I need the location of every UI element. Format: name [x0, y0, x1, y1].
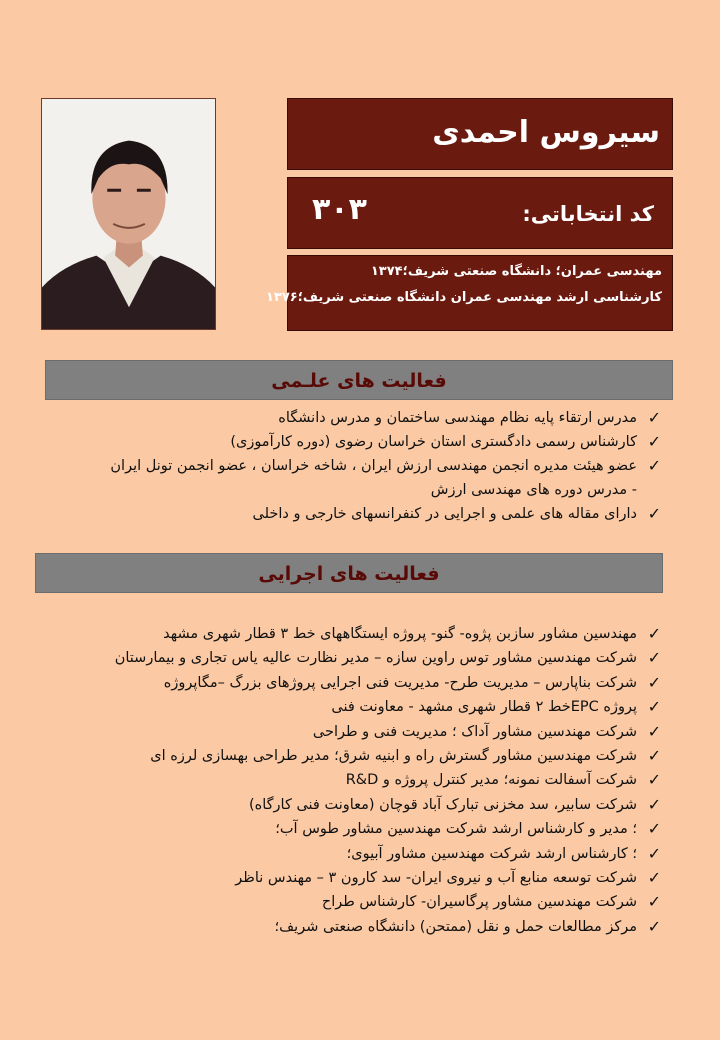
check-icon: ✓: [647, 648, 661, 668]
list-item-text: شرکت بناپارس – مدیریت طرح- مدیریت فنی اجرایی پروژهای بزرگ –مگاپروژه: [163, 674, 637, 691]
check-icon: ✓: [647, 819, 661, 839]
list-item-text: شرکت مهندسین مشاور گسترش راه و ابنیه شرق؛ مدیر طراحی بهسازی لرزه ای: [150, 748, 637, 765]
check-icon: ✓: [647, 672, 661, 692]
education-bachelor: مهندسی عمران؛ دانشگاه صنعتی شریف؛۱۳۷۴: [370, 264, 662, 279]
check-icon: ✓: [647, 721, 661, 741]
check-icon: ✓: [647, 794, 661, 814]
list-item-continuation: - مدرس دوره های مهندسی ارزش: [430, 482, 637, 498]
check-icon: ✓: [647, 892, 661, 912]
code-label: کد انتخاباتی:: [522, 202, 654, 226]
check-icon: ✓: [647, 504, 661, 523]
person-photo-icon: [42, 99, 215, 329]
code-box: [287, 177, 673, 249]
list-item: [45, 866, 665, 890]
list-item: [45, 890, 665, 914]
check-icon: ✓: [647, 916, 661, 936]
list-item-text: شرکت مهندسین مشاور پرگاسیران- کارشناس طراح: [321, 894, 637, 911]
executive-activities-list: [45, 622, 665, 939]
list-item-text: شرکت آسفالت نمونه؛ مدیر کنترل پروژه و R&D: [345, 772, 637, 789]
check-icon: ✓: [647, 770, 661, 790]
scientific-activities-header: فعالیت های علـمی: [45, 360, 673, 400]
list-item-text: عضو هیئت مدیره انجمن مهندسی ارزش ایران ، شاخه خراسان ، عضو انجمن تونل ایران: [110, 458, 637, 474]
list-item: [45, 842, 665, 866]
list-item: [45, 817, 665, 841]
list-item-text: شرکت مهندسین مشاور توس راوین سازه – مدیر نظارت عالیه یاس تجاری و بیمارستان: [114, 650, 637, 667]
list-item-text: شرکت مهندسین مشاور آداک ؛ مدیریت فنی و طراحی: [312, 723, 637, 740]
list-item-text: دارای مقاله های علمی و اجرایی در کنفرانسهای خارجی و داخلی: [252, 506, 637, 522]
list-item-text: ؛ مدیر و کارشناس ارشد شرکت مهندسین مشاور طوس آب؛: [275, 821, 637, 838]
scientific-activities-list: [45, 406, 665, 526]
list-item: [45, 720, 665, 744]
list-item-text: شرکت توسعه منابع آب و نیروی ایران- سد کارون ۳ – مهندس ناظر: [235, 870, 637, 887]
list-item: [45, 695, 665, 719]
list-item: [45, 768, 665, 792]
list-item: [45, 622, 665, 646]
candidate-name: سیروس احمدی: [432, 115, 660, 150]
list-item: [45, 744, 665, 768]
list-item: [45, 646, 665, 670]
list-item-text: شرکت سابیر، سد مخزنی تبارک آباد قوچان (معاونت فنی کارگاه): [248, 796, 637, 813]
list-item: [45, 454, 665, 502]
list-item: [45, 671, 665, 695]
check-icon: ✓: [647, 746, 661, 766]
list-item-text: مدرس ارتقاء پایه نظام مهندسی ساختمان و مدرس دانشگاه: [278, 410, 637, 426]
check-icon: ✓: [647, 697, 661, 717]
executive-activities-header: فعالیت های اجرایی: [35, 553, 663, 593]
education-master: کارشناسی ارشد مهندسی عمران دانشگاه صنعتی شریف؛۱۳۷۶: [265, 290, 662, 305]
check-icon: ✓: [647, 408, 661, 427]
list-item: [45, 915, 665, 939]
list-item: [45, 430, 665, 454]
education-box: [265, 255, 673, 331]
check-icon: ✓: [647, 843, 661, 863]
list-item-text: ؛ کارشناس ارشد شرکت مهندسین مشاور آبیوی؛: [346, 845, 637, 862]
list-item-text: پروژه EPCخط ۲ قطار شهری مشهد - معاونت فنی: [331, 699, 637, 716]
list-item-text: مهندسین مشاور سازبن پژوه- گنو- پروژه ایستگاههای خط ۳ قطار شهری مشهد: [163, 626, 637, 642]
list-item: [45, 406, 665, 430]
check-icon: ✓: [647, 456, 661, 475]
list-item: [45, 502, 665, 526]
code-value: ۳۰۳: [312, 192, 367, 227]
name-box: [287, 98, 673, 170]
check-icon: ✓: [647, 868, 661, 888]
profile-photo: [41, 98, 216, 330]
list-item-text: مرکز مطالعات حمل و نقل (ممتحن) دانشگاه صنعتی شریف؛: [274, 918, 637, 935]
check-icon: ✓: [647, 432, 661, 451]
list-item-text: کارشناس رسمی دادگستری استان خراسان رضوی (دوره کارآموزی): [230, 434, 637, 450]
check-icon: ✓: [647, 624, 661, 643]
list-item: [45, 793, 665, 817]
